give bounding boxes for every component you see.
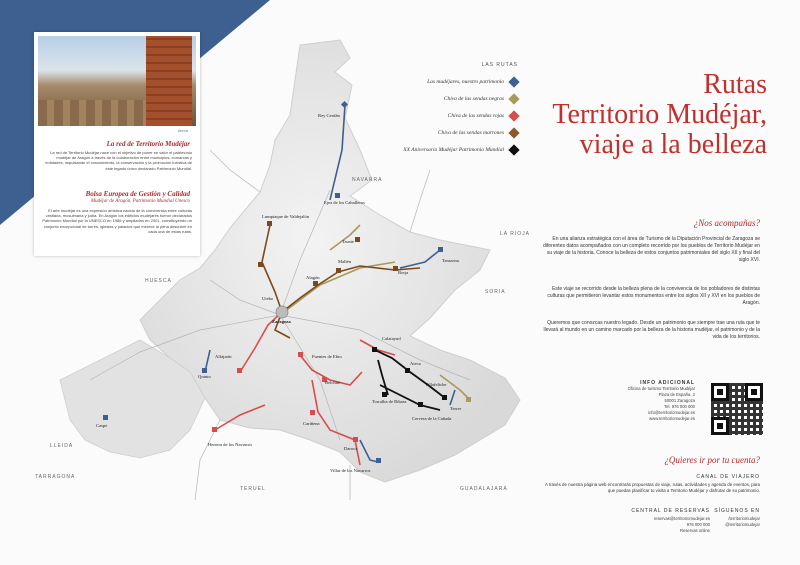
town-label-24: Villar de los Navarros <box>330 468 371 473</box>
town-label-18: Cariñena <box>303 421 320 426</box>
legend-label-0: Las mudéjares, nuestro patrimonio <box>427 78 504 85</box>
card-heading-1: La red de Territorio Mudéjar <box>106 140 190 148</box>
town-marker <box>310 410 315 415</box>
footer-heading: ¿Quieres ir por tu cuenta? <box>664 455 760 465</box>
town-marker <box>237 368 242 373</box>
town-label-19: Villafeliche <box>425 382 447 387</box>
town-marker <box>355 237 360 242</box>
central-line-0[interactable]: reservas@territoriomudejar.es <box>653 516 710 521</box>
region-label-5: TARRAGONA <box>35 474 76 480</box>
town-label-0: Rey Cerdán <box>318 113 340 118</box>
region-label-4: LLEIDA <box>50 443 74 449</box>
contact-email[interactable]: info@territoriomudejar.es <box>648 410 695 415</box>
legend-label-4: XX Aniversario Mudéjar Patrimonio Mundial <box>403 146 504 153</box>
town-marker <box>466 397 471 402</box>
qr-code[interactable] <box>711 383 763 435</box>
town-label-17: Daroca <box>344 446 358 451</box>
town-marker <box>442 395 447 400</box>
region-label-7: GUADALAJARA <box>460 486 508 492</box>
town-marker <box>103 415 108 420</box>
town-label-20: Herrera de los Navarros <box>208 442 253 447</box>
town-marker <box>298 352 303 357</box>
photo-credit: Ateca <box>177 128 188 133</box>
central-line-1: 976 000 000 <box>686 522 710 527</box>
title-line-1: Rutas <box>703 69 767 100</box>
card-heading-2b: Mudéjar de Aragón, Patrimonio Mundial Unesco <box>90 199 190 204</box>
contact-block <box>605 380 695 422</box>
town-label-15: Calatayud <box>382 336 401 341</box>
town-label-5: Mallén <box>338 259 352 264</box>
card-paragraph-1: La red de Territorio Mudéjar nace con el objetivo de poner en valor el patrimonio mudéjar de Aragón a través de la colaboración entre municipios, comarcas y entidades, impulsando el conocimiento, la conservación y la promoción turística de este legado único declarado Patrimonio Mundial. <box>45 150 192 171</box>
legend-title: LAS RUTAS <box>481 62 518 68</box>
town-label-1: Ejea de los Caballeros <box>324 200 365 205</box>
town-marker <box>202 368 207 373</box>
region-label-0: NAVARRA <box>352 177 383 183</box>
town-marker <box>418 402 423 407</box>
contact-title: INFO ADICIONAL <box>640 380 695 386</box>
social-facebook[interactable]: /territoriomudejar <box>728 516 760 521</box>
town-label-14: Belchite <box>325 380 341 385</box>
town-label-22: Cervera de la Cañada <box>412 416 452 421</box>
canal-title: CANAL DE VIAJERO <box>696 474 760 480</box>
contact-line-1: Plaza de España, 2 <box>658 392 695 397</box>
legend-label-3: Chiva de las sendas marrones <box>437 129 504 136</box>
town-label-6: Borja <box>398 270 409 275</box>
qr-finder <box>745 383 763 401</box>
contact-line-3: Tel. 976 000 000 <box>664 404 695 409</box>
legend-label-2: Chiva de las sendas rojas <box>447 112 504 119</box>
town-marker <box>212 427 217 432</box>
intro-heading: ¿Nos acompañas? <box>693 218 760 228</box>
town-marker <box>336 268 341 273</box>
main-title <box>487 70 767 160</box>
card-paragraph-2: El arte mudéjar es una expresión artística nacida de la convivencia entre culturas cristiana, musulmana y judía. En Aragón los edificios mudéjares fueron declarados Patrimonio Mundial por la UNESCO en 1986 y ampliados en 2001, constituyendo un conjunto excepcional de torres, iglesias y palacios que merece la pena descubrir en cada una de estas rutas. <box>42 208 192 234</box>
card-heading-2: Bolsa Europea de Gestión y Calidad <box>85 190 190 198</box>
town-marker <box>276 306 288 318</box>
town-label-11: Quinto <box>198 374 211 379</box>
town-label-2: Tauste <box>342 239 354 244</box>
title-line-3: viaje a la belleza <box>579 129 767 160</box>
canal-text: A través de nuestra página web encontrarás propuestas de viaje, rutas, actividades y agenda de eventos, para que puedas planificar tu visita a Territorio Mudéjar y disfrutar de su patrimonio. <box>544 482 760 493</box>
town-marker <box>258 262 263 267</box>
town-marker <box>372 347 377 352</box>
town-marker <box>335 193 340 198</box>
town-label-21: Torralba de Ribota <box>372 399 407 404</box>
town-label-3: Lumpiaque de Valdejalón <box>262 214 310 219</box>
region-label-2: HUESCA <box>145 278 172 284</box>
region-label-1: LA RIOJA <box>500 231 530 237</box>
town-marker <box>267 221 272 226</box>
siguenos-title: SÍGUENOS EN <box>714 508 760 514</box>
town-label-23: Terrer <box>450 406 462 411</box>
town-label-16: Ateca <box>410 361 421 366</box>
region-label-3: SORIA <box>485 289 506 295</box>
town-label-7: Tarazona <box>442 258 459 263</box>
central-lines <box>630 516 710 534</box>
legend-label-1: Chiva de las sendas negras <box>443 95 504 102</box>
intro-paragraph-1: En una alianza estratégica con el área de Turismo de la Diputación Provincial de Zaragoza se diferentes datos acompañados con un completo recorrido por los pueblos de Territorio Mudéjar en su viaje de la historia. Conoce la belleza de estos conjuntos patrimoniales del siglo XII y final del siglo XVI. <box>543 236 760 263</box>
contact-line-2: 50001 Zaragoza <box>664 398 695 403</box>
town-marker <box>353 437 358 442</box>
town-marker <box>382 392 387 397</box>
town-marker <box>313 281 318 286</box>
town-marker <box>405 368 410 373</box>
title-line-2: Territorio Mudéjar, <box>552 99 767 130</box>
town-label-10: Alfajarín <box>215 354 232 359</box>
town-marker <box>376 458 381 463</box>
town-label-8: Zaragoza <box>272 319 291 324</box>
contact-website[interactable]: www.territoriomudejar.es <box>649 416 695 421</box>
town-label-13: Fuentes de Ebro <box>312 354 342 359</box>
town-label-12: Caspe <box>96 423 108 428</box>
siguenos-lines <box>710 516 760 528</box>
intro-paragraph-2: Este viaje se recorrido desde la belleza plena de la convivencia de los pobladores de distintas culturas que permitieron levantar estos monumentos entre los siglos XII y XVI en los pueblos de Aragón. <box>547 286 760 306</box>
region-label-6: TERUEL <box>240 486 266 492</box>
qr-finder <box>711 417 729 435</box>
town-label-9: Utebo <box>262 296 274 301</box>
central-line-2[interactable]: Reservas online <box>679 528 710 533</box>
qr-finder <box>711 383 729 401</box>
contact-line-0: Oficina de turismo Territorio Mudéjar <box>627 386 695 391</box>
town-label-4: Alagón <box>306 275 320 280</box>
social-instagram[interactable]: @territoriomudejar <box>725 522 760 527</box>
town-marker <box>438 247 443 252</box>
intro-paragraph-3: Queremos que conozcas nuestro legado. Desde un patrimonio que siempre trae una ruta que te llevará al mundo en un camino marcado por la belleza de la historia mudéjar, el patrimonio y de la vida de los territorios. <box>543 320 760 340</box>
central-title: CENTRAL DE RESERVAS <box>631 508 710 514</box>
